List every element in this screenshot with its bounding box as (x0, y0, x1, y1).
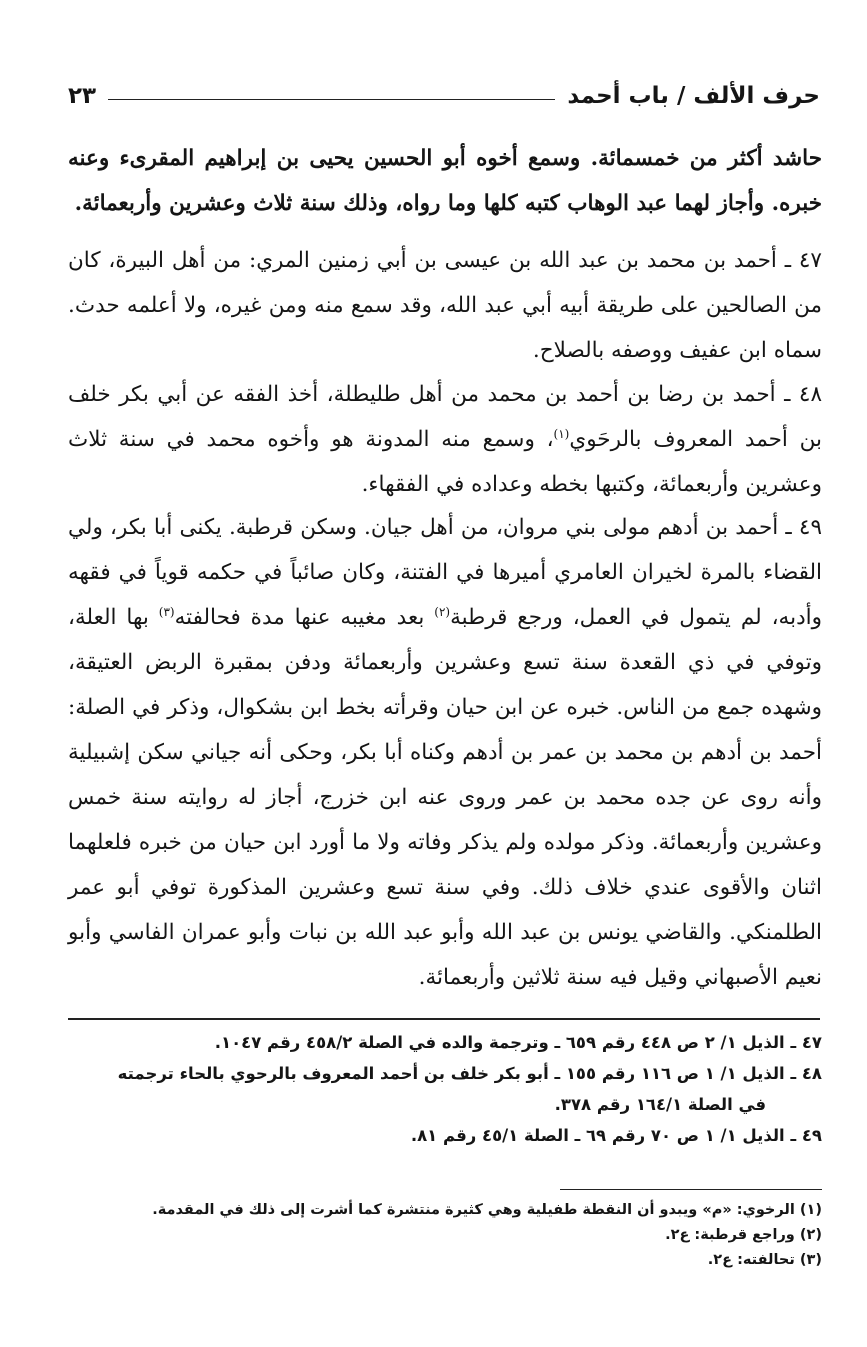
entry-47 (68, 238, 822, 373)
entry-text-cont: ، وسمع منه المدونة هو وأخوه محمد في سنة ثلاث وعشرين وأربعمائة، وكتبها بخطه وعداده في الفقهاء. (68, 427, 822, 497)
entry-text-cont: بها العلة، وتوفي في ذي القعدة سنة تسع وعشرين وأربعمائة ودفن بمقبرة الربض العتيقة، وشهده جمع من الناس. خبره عن ابن حيان وقرأته بخط ابن بشكوال، وذكر في الصلة: أحمد بن أدهم بن محمد بن عمر بن أدهم وكناه أبا بكر، وحكى أنه جياني سكن إشبيلية وأنه روى عن جده محمد بن عمر وروى عنه ابن خزرج، أجاز له روايته سنة خمس وعشرين وأربعمائة. وذكر مولده ولم يذكر وفاته ولا ما أورد ابن حيان من خبره فلعلهما اثنان والأقوى عندي خلاف ذلك. وفي سنة تسع وعشرين المذكورة توفي أبو عمر الطلمنكي. والقاضي يونس بن عبد الله وأبو عبد الله بن نبات وأبو عمران الفاسي وأبو نعيم الأصبهاني وقيل فيه سنة ثلاثين وأربعمائة. (68, 605, 822, 990)
paragraph-continuation (68, 136, 822, 226)
source-note: ٤٧ ـ الذيل ١/ ٢ ص ٤٤٨ رقم ٦٥٩ ـ وترجمة والده في الصلة ٤٥٨/٢ رقم ١٠٤٧. (214, 1033, 822, 1052)
footnotes (68, 1198, 822, 1273)
source-note: ٤٩ ـ الذيل ١/ ١ ص ٧٠ رقم ٦٩ ـ الصلة ٤٥/١ رقم ٨١. (410, 1126, 822, 1145)
footnote-ref: (٣) (158, 604, 175, 619)
notes-divider (68, 1018, 820, 1020)
footnote: (٣) تحالفته: ع٢. (707, 1252, 822, 1268)
paragraph-text: حاشد أكثر من خمسمائة. وسمع أخوه أبو الحسين يحيى بن إبراهيم المقرىء وعنه خبره. وأجاز لهما عبد الوهاب كتبه كلها وما رواه، وذلك سنة ثلاث وعشرين وأربعمائة. (68, 146, 822, 216)
entry-text-cont: بعد مغيبه عنها مدة فحالفته (174, 605, 435, 630)
entry-text: أحمد بن أدهم مولى بني مروان، من أهل جيان. وسكن قرطبة. يكنى أبا بكر، ولي القضاء بالمرة لخيران العامري أميرها في الفتنة، وكان صائباً في حكمه قوياً في فقهه وأدبه، لم يتمول في العمل، ورجع قرطبة (68, 515, 822, 630)
header-rule (108, 99, 555, 100)
entry-48 (68, 372, 822, 507)
entry-text: أحمد بن محمد بن عبد الله بن عيسى بن أبي زمنين المري: من أهل البيرة، كان من الصالحين على طريقة أبيه أبي عبد الله، وقد سمع منه ومن غيره، ولا أعلمه حدث. سماه ابن عفيف ووصفه بالصلاح. (68, 248, 822, 363)
entry-text: أحمد بن رضا بن أحمد بن محمد من أهل طليطلة، أخذ الفقه عن أبي بكر خلف بن أحمد المعروف بالرحَوي (68, 382, 822, 452)
page-number: ٢٣ (68, 83, 97, 109)
footnote: (٢) وراجع قرطبة: ع٢. (665, 1227, 822, 1243)
footnote: (١) الرخوي: «م» ويبدو أن النقطة طفيلية وهي كثيرة منتشرة كما أشرت إلى ذلك في المقدمة. (152, 1202, 822, 1218)
entry-number: ٤٧ ـ (784, 248, 822, 273)
entry-number: ٤٨ ـ (784, 382, 823, 407)
source-note: ٤٨ ـ الذيل ١/ ١ ص ١١٦ رقم ١٥٥ ـ أبو بكر خلف بن أحمد المعروف بالرحوي بالحاء ترجمته (117, 1064, 822, 1083)
header-title: حرف الألف / باب أحمد (567, 83, 820, 109)
footnotes-divider (560, 1189, 822, 1190)
source-note: في الصلة ١٦٤/١ رقم ٣٧٨. (554, 1095, 766, 1114)
footnote-ref: (٢) (434, 604, 451, 619)
running-header (68, 78, 820, 114)
footnote-ref: (١) (553, 426, 570, 441)
source-notes (68, 1027, 822, 1151)
entry-49 (68, 505, 822, 1000)
entry-number: ٤٩ ـ (785, 515, 822, 540)
